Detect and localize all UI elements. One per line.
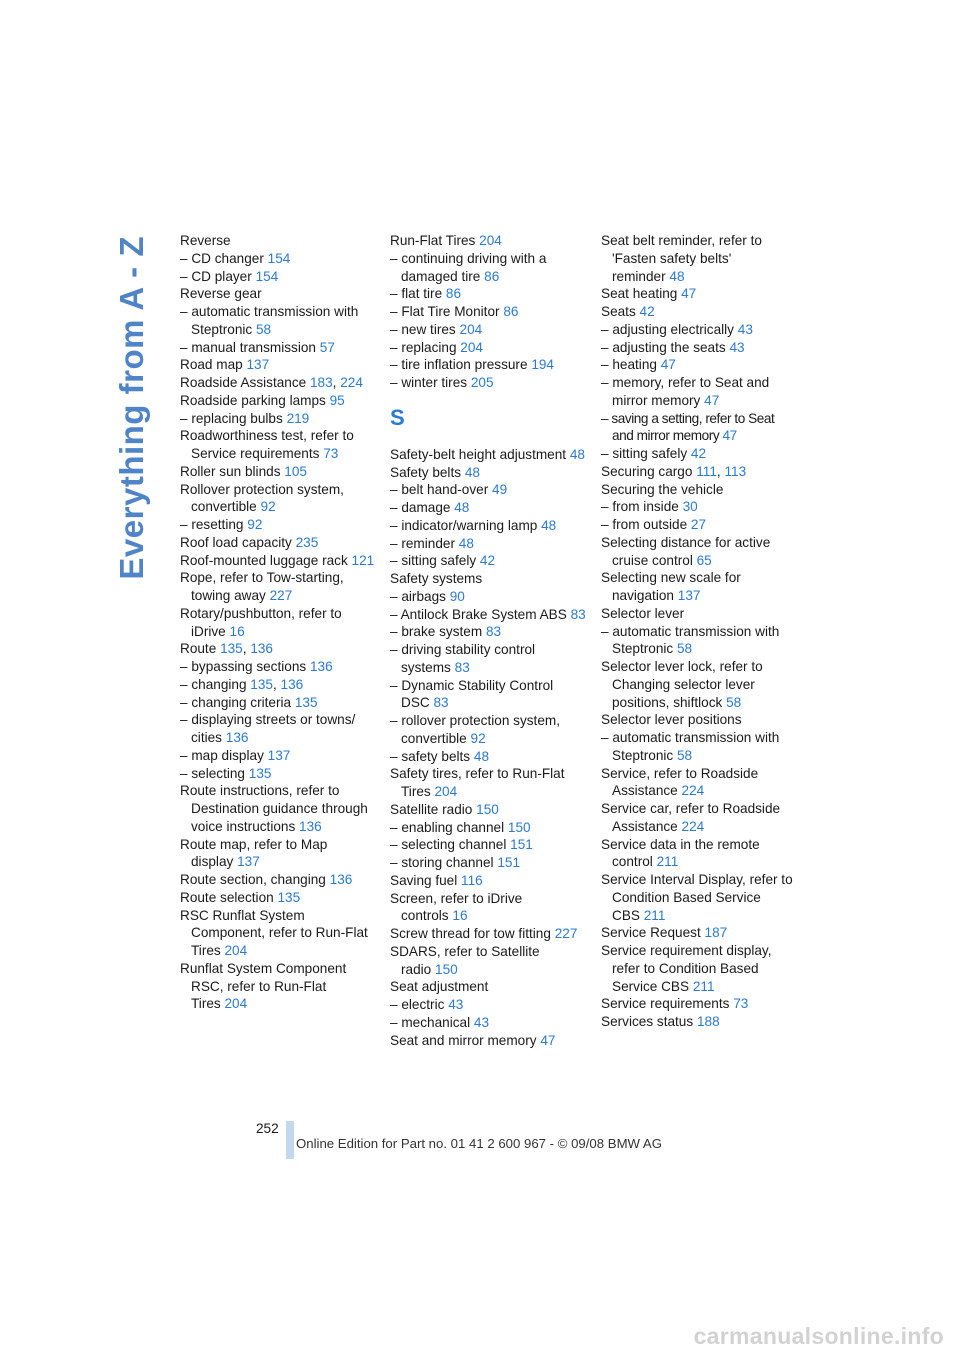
page-ref-link[interactable]: 135 — [248, 765, 272, 781]
page-ref-link[interactable]: 116 — [461, 872, 483, 888]
entry-text: – automatic transmission with Steptronic — [601, 623, 780, 657]
index-entry — [180, 303, 380, 339]
index-entry — [601, 605, 793, 623]
index-entry — [390, 1032, 590, 1050]
index-entry — [601, 800, 793, 836]
entry-text: Service data in the remote control — [601, 836, 760, 870]
index-entry — [390, 588, 590, 606]
index-entry — [601, 516, 793, 534]
entry-text: Roadside parking lamps — [180, 392, 326, 408]
entry-text: – displaying streets or towns/ cities — [180, 712, 356, 745]
entry-text: – adjusting electrically — [601, 321, 734, 337]
index-entry — [180, 889, 380, 907]
index-entry — [180, 569, 380, 605]
index-entry — [180, 747, 380, 765]
entry-text: Screen, refer to iDrive controls — [390, 890, 523, 924]
entry-text: Rope, refer to Tow-starting, towing away — [180, 570, 344, 603]
index-entry — [390, 925, 590, 943]
page-ref-link[interactable]: 204 — [460, 339, 483, 355]
page-ref-link[interactable]: 204 — [434, 784, 458, 799]
entry-text: Reverse gear — [180, 286, 262, 302]
index-entry — [601, 374, 793, 410]
page-ref-link[interactable]: 219 — [286, 410, 310, 426]
index-entry — [180, 907, 380, 960]
entry-text: Run-Flat Tires — [390, 233, 476, 248]
page-ref-link[interactable]: 137 — [267, 747, 291, 763]
entry-text: – map display — [180, 747, 264, 763]
page-ref-link[interactable]: 92 — [470, 730, 486, 746]
index-entry — [180, 836, 380, 872]
entry-text: Selecting distance for active cruise control — [601, 534, 771, 568]
index-entry — [390, 748, 590, 766]
entry-text: – resetting — [180, 517, 244, 532]
index-entry — [180, 694, 380, 712]
entry-text: Seat heating — [601, 286, 678, 302]
entry-text: – changing criteria — [180, 694, 292, 710]
page-ref-link[interactable]: 121 — [351, 552, 375, 568]
entry-text: – electric — [390, 997, 445, 1012]
index-entry — [601, 765, 793, 801]
page-ref-link[interactable]: 83 — [454, 659, 470, 675]
entry-text: Seat adjustment — [390, 979, 489, 995]
page-ref-link[interactable]: 151 — [497, 855, 521, 870]
entry-text: – brake system — [390, 624, 483, 640]
page-ref-link[interactable]: 16 — [452, 908, 468, 924]
entry-text: Route map, refer to Map display — [180, 836, 328, 870]
index-entry — [601, 1013, 793, 1031]
index-entry — [390, 943, 590, 979]
index-entry: Roadside Assistance 183, 224 — [180, 375, 363, 390]
entry-text: Selecting new scale for navigation — [601, 570, 741, 603]
entry-text: – storing channel — [390, 855, 494, 870]
entry-text: Service, refer to Roadside Assistance — [601, 765, 759, 799]
page-ref-link[interactable]: 137 — [677, 588, 701, 603]
index-entry — [390, 285, 590, 303]
index-entry — [390, 836, 590, 854]
index-entry — [601, 339, 793, 357]
index-entry: – changing 135, 136 — [180, 676, 304, 692]
page-ref-link[interactable]: 135 — [277, 889, 301, 905]
page-ref-link[interactable]: 204 — [224, 996, 248, 1012]
index-entry — [390, 854, 590, 872]
page-ref-link[interactable]: 73 — [323, 446, 339, 461]
page-ref-link[interactable]: 136 — [280, 676, 304, 692]
page-ref-link[interactable]: 48 — [473, 748, 490, 764]
page-ref-link[interactable]: 43 — [729, 339, 745, 355]
index-entry — [180, 552, 380, 570]
index-entry — [601, 871, 793, 924]
index-entry — [390, 819, 590, 837]
page-ref-link[interactable]: 48 — [458, 535, 474, 551]
index-entry — [390, 623, 590, 641]
page-ref-link[interactable]: 136 — [250, 641, 273, 657]
entry-text: – sitting safely — [390, 553, 477, 569]
index-entry — [180, 410, 380, 428]
index-entry — [180, 285, 380, 303]
index-entry — [601, 942, 793, 995]
index-entry — [390, 464, 590, 482]
entry-text: – driving stability control systems — [390, 642, 536, 675]
entry-text: – damage — [390, 500, 451, 515]
index-entry — [390, 978, 590, 996]
entry-text: – automatic transmission with Steptronic — [601, 730, 780, 763]
page-ref-link[interactable]: 204 — [459, 321, 483, 337]
page-ref-link[interactable]: 83 — [485, 624, 502, 640]
entry-text: Seat and mirror memory — [390, 1032, 537, 1048]
page-ref-link[interactable]: 58 — [677, 641, 693, 657]
index-entry — [390, 356, 590, 374]
page-ref-link[interactable]: 194 — [531, 357, 554, 373]
page-ref-link[interactable]: 48 — [541, 517, 557, 533]
entry-text: Seats — [601, 304, 636, 319]
page-ref-link[interactable]: 136 — [329, 872, 353, 887]
entry-text: – memory, refer to Seat and mirror memory — [601, 375, 770, 408]
page-ref-link[interactable]: 183 — [309, 375, 333, 390]
page-ref-link[interactable]: 150 — [507, 819, 531, 835]
page-ref-link[interactable]: 42 — [479, 553, 496, 569]
page-ref-link[interactable]: 92 — [247, 517, 263, 532]
index-entry — [601, 711, 793, 729]
index-entry — [601, 410, 793, 446]
entry-text: Securing cargo — [601, 463, 693, 479]
entry-text: Roof-mounted luggage rack — [180, 552, 348, 568]
entry-text: – rollover protection system, convertible — [390, 713, 560, 746]
page-ref-link[interactable]: 111 — [696, 463, 717, 479]
entry-text: Roadside Assistance — [180, 375, 307, 390]
index-entry — [390, 303, 590, 321]
index-entry — [601, 481, 793, 499]
page-ref-link[interactable]: 47 — [681, 286, 697, 302]
page-ref-link[interactable]: 188 — [696, 1014, 720, 1029]
page-ref-link[interactable]: 30 — [682, 499, 698, 515]
section-letter-heading: S — [390, 404, 405, 430]
footer-accent-bar — [286, 1121, 294, 1159]
index-entry — [180, 711, 380, 747]
page-ref-link[interactable]: 43 — [473, 1014, 490, 1030]
index-entry — [180, 463, 380, 481]
page-ref-link[interactable]: 83 — [433, 695, 449, 711]
page-ref-link[interactable]: 86 — [445, 286, 462, 302]
page-ref-link[interactable]: 137 — [237, 854, 260, 870]
index-entry — [180, 250, 380, 268]
index-entry — [390, 872, 590, 890]
page-ref-link[interactable]: 136 — [299, 818, 322, 834]
page-ref-link[interactable]: 150 — [435, 961, 458, 977]
entry-text: – new tires — [390, 321, 456, 337]
index-entry — [390, 606, 590, 624]
index-entry — [180, 782, 380, 835]
page-ref-link[interactable]: 58 — [256, 321, 272, 337]
page-number: 252 — [256, 1121, 279, 1136]
index-entry — [601, 658, 793, 711]
page-ref-link[interactable]: 86 — [503, 304, 519, 319]
index-entry — [390, 552, 590, 570]
entry-text: – continuing driving with a damaged tire — [390, 250, 547, 284]
entry-text: Selector lever positions — [601, 712, 742, 728]
index-column-3 — [601, 232, 793, 1031]
index-entry — [390, 499, 590, 517]
page-ref-link[interactable]: 205 — [470, 375, 494, 390]
page-ref-link[interactable]: 95 — [329, 392, 345, 408]
index-entry — [390, 801, 590, 819]
page-ref-link[interactable]: 204 — [224, 943, 248, 958]
entry-text: Service Interval Display, refer to Condition Based Service CBS — [601, 872, 793, 923]
entry-text: Service requirement display, refer to Condition Based Service CBS — [601, 943, 772, 994]
entry-text: RSC Runflat System Component, refer to Run-Flat Tires — [180, 907, 368, 958]
index-entry — [390, 481, 590, 499]
entry-text: Satellite radio — [390, 801, 473, 817]
index-entry — [180, 516, 380, 534]
page-ref-link[interactable]: 113 — [724, 463, 747, 479]
index-entry — [180, 427, 380, 463]
entry-text: Rollover protection system, convertible — [180, 481, 344, 515]
watermark: carmanualsonline.info — [693, 1323, 944, 1349]
entry-text: – winter tires — [390, 375, 468, 390]
entry-text: – saving a setting, refer to Seat and mirror memory — [601, 410, 775, 444]
index-entry — [601, 285, 793, 303]
page-ref-link[interactable]: 105 — [284, 463, 307, 479]
page-ref-link[interactable]: 47 — [660, 357, 676, 373]
index-entry — [180, 392, 380, 410]
index-column-2 — [390, 232, 590, 1049]
index-entry — [601, 445, 793, 463]
index-entry — [601, 534, 793, 570]
entry-text: Safety tires, refer to Run-Flat Tires — [390, 766, 565, 799]
entry-text: Route selection — [180, 889, 274, 905]
index-entry — [390, 250, 590, 286]
index-entry — [180, 534, 380, 552]
entry-text: – selecting — [180, 765, 245, 781]
page-ref-link[interactable]: 48 — [669, 268, 685, 284]
index-entry — [601, 729, 793, 765]
page-ref-link[interactable]: 187 — [704, 925, 728, 941]
entry-text: Seat belt reminder, refer to 'Fasten safety belts' reminder — [601, 233, 762, 284]
entry-text: Service requirements — [601, 996, 730, 1012]
index-entry — [180, 658, 380, 676]
index-entry — [180, 268, 380, 286]
page-ref-link[interactable]: 47 — [540, 1032, 556, 1048]
entry-text: – belt hand-over — [390, 482, 489, 498]
index-entry — [180, 232, 380, 250]
index-entry — [390, 1014, 590, 1032]
page-ref-link[interactable]: 42 — [690, 446, 707, 461]
page-ref-link[interactable]: 58 — [677, 747, 693, 763]
page-ref-link[interactable]: 224 — [681, 783, 705, 799]
page-ref-link[interactable]: 65 — [696, 552, 712, 568]
entry-text: Service Request — [601, 925, 701, 941]
index-entry — [390, 374, 590, 392]
index-entry — [390, 535, 590, 553]
page-ref-link[interactable]: 47 — [722, 428, 737, 444]
page-ref-link[interactable]: 73 — [733, 996, 749, 1012]
entry-text: – mechanical — [390, 1014, 471, 1030]
page-ref-link[interactable]: 135 — [250, 676, 273, 692]
entry-text: – bypassing sections — [180, 659, 307, 674]
entry-text: – Dynamic Stability Control DSC — [390, 677, 554, 711]
index-entry — [180, 481, 380, 517]
page-ref-link[interactable]: 135 — [294, 694, 318, 710]
entry-text: Reverse — [180, 233, 231, 248]
entry-text: Roadworthiness test, refer to Service requirements — [180, 428, 354, 461]
page-ref-link[interactable]: 42 — [639, 304, 655, 319]
page-ref-link[interactable]: 48 — [569, 446, 585, 462]
index-entry — [601, 836, 793, 872]
entry-text: – enabling channel — [390, 819, 505, 835]
entry-text: Route section, changing — [180, 872, 326, 887]
entry-text: – replacing bulbs — [180, 410, 283, 426]
entry-text: Road map — [180, 357, 243, 373]
index-entry — [601, 924, 793, 942]
entry-text: – automatic transmission with Steptronic — [180, 304, 359, 337]
entry-text: Rotary/pushbutton, refer to iDrive — [180, 605, 342, 639]
index-entry — [180, 960, 380, 1013]
entry-text: Safety systems — [390, 571, 483, 586]
entry-text: Selector lever — [601, 605, 685, 621]
page-ref-link[interactable]: 211 — [643, 907, 666, 923]
index-entry — [601, 321, 793, 339]
page-ref-link[interactable]: 58 — [726, 694, 742, 710]
entry-text: Runflat System Component RSC, refer to Run-Flat Tires — [180, 960, 347, 1012]
entry-text: – CD player — [180, 268, 252, 284]
entry-text: Securing the vehicle — [601, 481, 724, 497]
entry-text: – Flat Tire Monitor — [390, 304, 500, 319]
entry-text: Service car, refer to Roadside Assistance — [601, 801, 781, 834]
page-ref-link[interactable]: 136 — [309, 659, 333, 674]
entry-text: – airbags — [390, 588, 446, 604]
index-entry: Securing cargo 111, 113 — [601, 463, 747, 479]
index-entry — [390, 765, 590, 801]
entry-text: SDARS, refer to Satellite radio — [390, 943, 540, 977]
page-ref-link[interactable]: 151 — [510, 837, 533, 853]
footer-edition-text: Online Edition for Part no. 01 41 2 600 967 - © 09/08 BMW AG — [296, 1136, 662, 1151]
entry-text: – adjusting the seats — [601, 339, 726, 355]
entry-text: – reminder — [390, 535, 455, 551]
page-ref-link[interactable]: 211 — [656, 854, 679, 870]
entry-text: – tire inflation pressure — [390, 357, 528, 373]
index-entry — [390, 677, 590, 713]
index-entry — [390, 517, 590, 535]
page-ref-link[interactable]: 227 — [269, 588, 293, 603]
page-ref-link[interactable]: 154 — [255, 268, 279, 284]
page-ref-link[interactable]: 137 — [246, 357, 270, 373]
page-ref-link[interactable]: 27 — [690, 517, 707, 532]
index-entry — [180, 605, 380, 641]
entry-text: Saving fuel — [390, 872, 458, 888]
index-entry — [390, 321, 590, 339]
page-ref-link[interactable]: 224 — [340, 375, 363, 390]
index-entry — [390, 996, 590, 1014]
entry-text: – selecting channel — [390, 837, 507, 853]
entry-text: – flat tire — [390, 286, 443, 302]
index-entry — [601, 356, 793, 374]
entry-text: Screw thread for tow fitting — [390, 926, 551, 941]
entry-text: – manual transmission — [180, 339, 316, 355]
page-ref-link[interactable]: 154 — [267, 250, 291, 266]
index-entry — [601, 623, 793, 659]
page-ref-link[interactable]: 136 — [225, 730, 249, 745]
page-ref-link[interactable]: 47 — [704, 392, 720, 408]
index-entry — [390, 446, 590, 464]
index-entry — [390, 339, 590, 357]
page-ref-link[interactable]: 224 — [681, 818, 705, 834]
index-entry — [180, 871, 380, 889]
index-entry — [390, 712, 590, 748]
index-entry — [180, 339, 380, 357]
page-ref-link[interactable]: 48 — [464, 464, 480, 480]
page-ref-link[interactable]: 90 — [449, 588, 465, 604]
index-column-1 — [180, 232, 380, 1013]
entry-text: – safety belts — [390, 748, 471, 764]
page-ref-link[interactable]: 43 — [448, 997, 464, 1012]
page-ref-link[interactable]: 16 — [229, 623, 245, 639]
entry-text: – sitting safely — [601, 446, 688, 461]
entry-text: Safety belts — [390, 464, 462, 480]
page-ref-link[interactable]: 135 — [220, 641, 243, 657]
page-ref-link[interactable]: 83 — [570, 606, 586, 622]
index-entry — [601, 569, 793, 605]
page-ref-link[interactable]: 235 — [295, 534, 319, 550]
index-entry — [390, 641, 590, 677]
entry-text: – heating — [601, 357, 657, 373]
side-section-title: Everything from A - Z — [113, 236, 150, 580]
page-ref-link[interactable]: 150 — [476, 801, 499, 817]
page-ref-link[interactable]: 57 — [319, 339, 335, 355]
index-entry — [601, 232, 793, 285]
entry-text: – Antilock Brake System ABS — [390, 606, 567, 622]
index-entry — [601, 995, 793, 1013]
page-ref-link[interactable]: 227 — [554, 926, 578, 941]
index-entry — [601, 303, 793, 321]
page-ref-link[interactable]: 211 — [692, 978, 715, 994]
entry-text: Services status — [601, 1014, 694, 1029]
page-ref-link[interactable]: 204 — [479, 233, 502, 248]
page-ref-link[interactable]: 48 — [454, 500, 470, 515]
entry-text: – replacing — [390, 339, 457, 355]
index-entry — [601, 498, 793, 516]
entry-text: – from inside — [601, 499, 679, 515]
page-ref-link[interactable]: 92 — [260, 499, 276, 515]
index-entry — [390, 890, 590, 926]
entry-text: Safety-belt height adjustment — [390, 446, 567, 462]
entry-text: Roof load capacity — [180, 534, 292, 550]
page-ref-link[interactable]: 49 — [492, 482, 508, 498]
index-entry — [180, 765, 380, 783]
entry-text: – indicator/warning lamp — [390, 517, 538, 533]
entry-text: – changing — [180, 676, 247, 692]
entry-text: – CD changer — [180, 250, 264, 266]
entry-text: Roller sun blinds — [180, 463, 281, 479]
entry-text: Route instructions, refer to Destination guidance through voice instructions — [180, 783, 368, 834]
index-entry — [390, 232, 590, 250]
page-ref-link[interactable]: 43 — [737, 321, 753, 337]
page-ref-link[interactable]: 86 — [484, 268, 500, 284]
index-entry — [180, 356, 380, 374]
entry-text: Route — [180, 641, 217, 657]
entry-text: – from outside — [601, 517, 688, 532]
index-entry — [390, 570, 590, 588]
index-entry: Route 135, 136 — [180, 641, 273, 657]
entry-text: Selector lever lock, refer to Changing selector lever positions, shiftlock — [601, 659, 763, 710]
